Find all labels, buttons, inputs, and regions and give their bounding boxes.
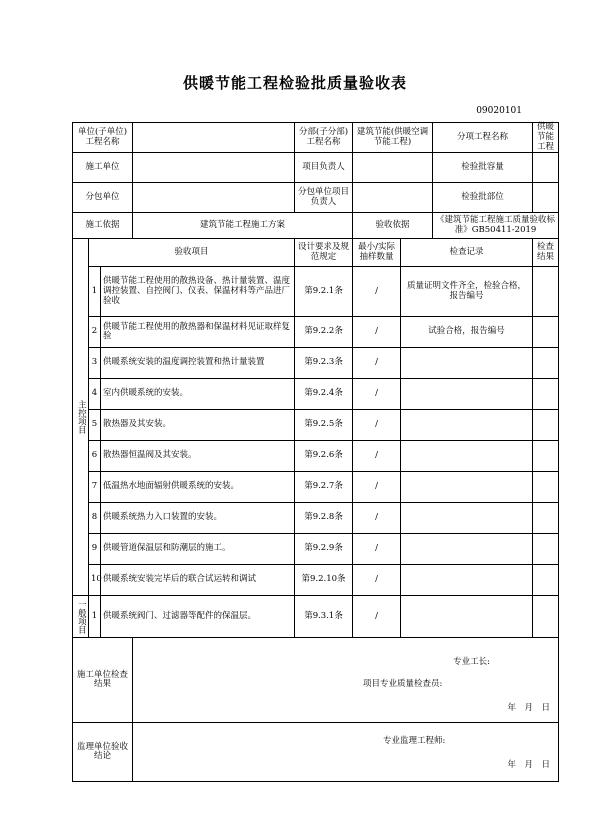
supervision-row bbox=[73, 723, 559, 782]
row-clause: 第9.2.9条 bbox=[295, 534, 353, 565]
row-result[interactable] bbox=[533, 441, 559, 472]
row-sample[interactable]: / bbox=[353, 348, 401, 379]
row-text: 供暖节能工程使用的散热设备、热计量装置、温度调控装置、自控阀门、仪表、保温材料等产品进厂验收 bbox=[101, 267, 295, 317]
division-value[interactable]: 建筑节能(供暖空调节能工程) bbox=[353, 123, 433, 153]
row-number: 3 bbox=[89, 348, 101, 379]
pm-value[interactable] bbox=[353, 153, 433, 183]
pm-label: 项目负责人 bbox=[295, 153, 353, 183]
header-row-4 bbox=[73, 213, 559, 239]
col-item: 验收项目 bbox=[89, 239, 295, 267]
foreman-label: 专业工长: bbox=[453, 657, 491, 668]
column-header-row bbox=[73, 239, 559, 267]
row-clause: 第9.2.2条 bbox=[295, 317, 353, 348]
row-sample[interactable]: / bbox=[353, 503, 401, 534]
row-number: 10 bbox=[89, 565, 101, 596]
row-record[interactable] bbox=[401, 348, 533, 379]
row-result[interactable] bbox=[533, 348, 559, 379]
row-record[interactable]: 试验合格，报告编号 bbox=[401, 317, 533, 348]
col-result: 检查结果 bbox=[533, 239, 559, 267]
acceptance-label: 验收依据 bbox=[353, 213, 433, 239]
row-number: 1 bbox=[89, 267, 101, 317]
table-row bbox=[73, 503, 559, 534]
contractor-value[interactable] bbox=[133, 153, 295, 183]
supervision-signature[interactable] bbox=[133, 723, 559, 782]
row-sample[interactable]: / bbox=[353, 317, 401, 348]
table-row bbox=[73, 596, 559, 638]
page-title: 供暖节能工程检验批质量验收表 bbox=[182, 74, 407, 92]
row-clause: 第9.2.7条 bbox=[295, 472, 353, 503]
header-row-3 bbox=[73, 183, 559, 213]
item-label: 分项工程名称 bbox=[433, 123, 533, 153]
item-value[interactable]: 供暖节能工程 bbox=[533, 123, 559, 153]
row-sample[interactable]: / bbox=[353, 596, 401, 638]
row-sample[interactable]: / bbox=[353, 410, 401, 441]
capacity-value[interactable] bbox=[533, 153, 559, 183]
basis-label: 施工依据 bbox=[73, 213, 133, 239]
row-number: 1 bbox=[89, 596, 101, 638]
row-record[interactable] bbox=[401, 565, 533, 596]
table-row bbox=[73, 379, 559, 410]
table-row bbox=[73, 317, 559, 348]
sub-pm-value[interactable] bbox=[353, 183, 433, 213]
row-clause: 第9.2.8条 bbox=[295, 503, 353, 534]
row-record[interactable] bbox=[401, 379, 533, 410]
row-number: 9 bbox=[89, 534, 101, 565]
table-row bbox=[73, 565, 559, 596]
table-row bbox=[73, 472, 559, 503]
row-text: 室内供暖系统的安装。 bbox=[101, 379, 295, 410]
sub-value[interactable] bbox=[133, 183, 295, 213]
general-items-label: 一般项目 bbox=[73, 596, 89, 638]
row-number: 2 bbox=[89, 317, 101, 348]
row-result[interactable] bbox=[533, 503, 559, 534]
col-design: 设计要求及规范规定 bbox=[295, 239, 353, 267]
construction-check-label: 施工单位检查结果 bbox=[73, 638, 133, 723]
contractor-label: 施工单位 bbox=[73, 153, 133, 183]
row-result[interactable] bbox=[533, 565, 559, 596]
capacity-label: 检验批容量 bbox=[433, 153, 533, 183]
row-sample[interactable]: / bbox=[353, 267, 401, 317]
row-clause: 第9.2.6条 bbox=[295, 441, 353, 472]
row-clause: 第9.2.1条 bbox=[295, 267, 353, 317]
row-text: 供暖系统安装的温度调控装置和热计量装置 bbox=[101, 348, 295, 379]
row-record[interactable] bbox=[401, 441, 533, 472]
row-number: 4 bbox=[89, 379, 101, 410]
header-row-2 bbox=[73, 153, 559, 183]
col-sample: 最小/实际抽样数量 bbox=[353, 239, 401, 267]
main-items-label: 主控项目 bbox=[73, 239, 89, 596]
basis-value[interactable]: 建筑节能工程施工方案 bbox=[133, 213, 353, 239]
row-result[interactable] bbox=[533, 379, 559, 410]
row-record[interactable] bbox=[401, 503, 533, 534]
division-label: 分部(子分部)工程名称 bbox=[295, 123, 353, 153]
row-text: 供暖节能工程使用的散热器和保温材料见证取样复验 bbox=[101, 317, 295, 348]
construction-check-row bbox=[73, 638, 559, 723]
row-text: 供暖系统热力入口装置的安装。 bbox=[101, 503, 295, 534]
row-sample[interactable]: / bbox=[353, 441, 401, 472]
table-row bbox=[73, 441, 559, 472]
unit-value[interactable] bbox=[133, 123, 295, 153]
location-label: 检验批部位 bbox=[433, 183, 533, 213]
row-result[interactable] bbox=[533, 472, 559, 503]
supervision-label: 监理单位验收结论 bbox=[73, 723, 133, 782]
table-row bbox=[73, 410, 559, 441]
row-record[interactable]: 质量证明文件齐全，检验合格，报告编号 bbox=[401, 267, 533, 317]
row-text: 供暖系统安装完毕后的联合试运转和调试 bbox=[101, 565, 295, 596]
sub-pm-label: 分包单位项目负责人 bbox=[295, 183, 353, 213]
row-number: 8 bbox=[89, 503, 101, 534]
row-record[interactable] bbox=[401, 472, 533, 503]
row-text: 供暖管道保温层和防潮层的施工。 bbox=[101, 534, 295, 565]
row-clause: 第9.2.10条 bbox=[295, 565, 353, 596]
row-result[interactable] bbox=[533, 410, 559, 441]
table-row bbox=[73, 534, 559, 565]
col-record: 检查记录 bbox=[401, 239, 533, 267]
sub-label: 分包单位 bbox=[73, 183, 133, 213]
table-row bbox=[73, 348, 559, 379]
form-code: 09020101 bbox=[476, 106, 522, 116]
row-clause: 第9.2.5条 bbox=[295, 410, 353, 441]
row-text: 低温热水地面辐射供暖系统的安装。 bbox=[101, 472, 295, 503]
row-sample[interactable]: / bbox=[353, 565, 401, 596]
row-record[interactable] bbox=[401, 410, 533, 441]
supervision-date: 年 月 日 bbox=[507, 760, 551, 771]
row-text: 供暖系统阀门、过滤器等配件的保温层。 bbox=[101, 596, 295, 638]
supervision-engineer-label: 专业监理工程师: bbox=[383, 736, 446, 747]
row-number: 6 bbox=[89, 441, 101, 472]
row-result[interactable] bbox=[533, 317, 559, 348]
unit-label: 单位(子单位)工程名称 bbox=[73, 123, 133, 153]
row-sample[interactable]: / bbox=[353, 534, 401, 565]
row-sample[interactable]: / bbox=[353, 472, 401, 503]
table-row bbox=[73, 267, 559, 317]
inspector-label: 项目专业质量检查员: bbox=[363, 679, 443, 690]
row-number: 5 bbox=[89, 410, 101, 441]
row-clause: 第9.3.1条 bbox=[295, 596, 353, 638]
row-sample[interactable]: / bbox=[353, 379, 401, 410]
acceptance-table bbox=[72, 122, 559, 782]
row-result[interactable] bbox=[533, 596, 559, 638]
row-clause: 第9.2.4条 bbox=[295, 379, 353, 410]
header-row-1 bbox=[73, 123, 559, 153]
row-text: 散热器恒温阀及其安装。 bbox=[101, 441, 295, 472]
row-result[interactable] bbox=[533, 534, 559, 565]
row-text: 散热器及其安装。 bbox=[101, 410, 295, 441]
row-record[interactable] bbox=[401, 534, 533, 565]
construction-date: 年 月 日 bbox=[507, 703, 551, 714]
location-value[interactable] bbox=[533, 183, 559, 213]
row-clause: 第9.2.3条 bbox=[295, 348, 353, 379]
construction-check-signature[interactable] bbox=[133, 638, 559, 723]
row-record[interactable] bbox=[401, 596, 533, 638]
acceptance-value[interactable]: 《建筑节能工程施工质量验收标准》GB50411-2019 bbox=[433, 213, 559, 239]
row-result[interactable] bbox=[533, 267, 559, 317]
row-number: 7 bbox=[89, 472, 101, 503]
